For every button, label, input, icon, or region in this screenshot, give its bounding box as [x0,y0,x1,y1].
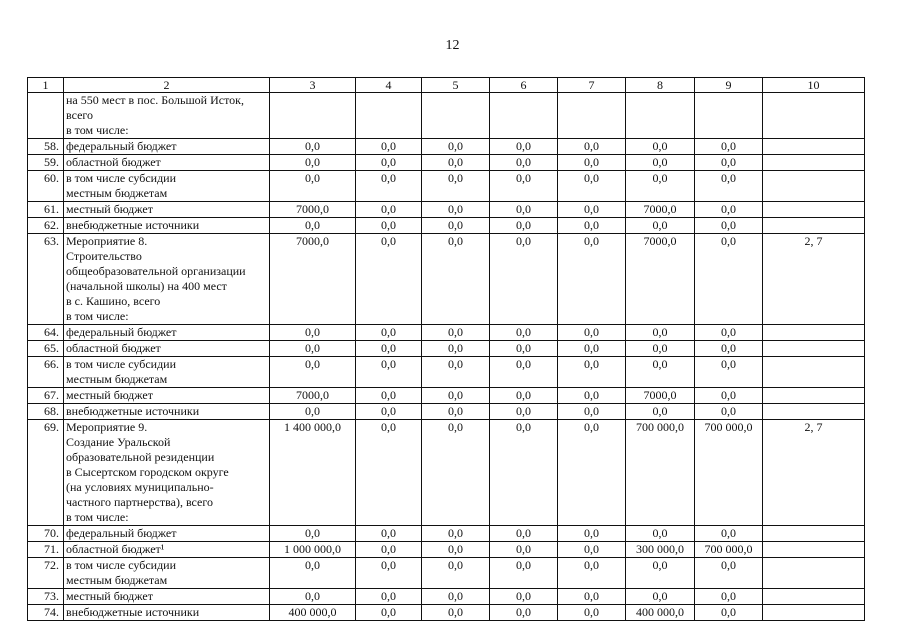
page-number: 12 [445,38,460,53]
value-cell: 0,0 [558,526,626,542]
value-cell: 0,0 [356,605,422,621]
row-description: внебюджетные источники [64,218,270,234]
value-cell: 7000,0 [270,234,356,325]
value-cell: 0,0 [356,202,422,218]
row-description: местный бюджет [64,589,270,605]
value-cell: 0,0 [422,202,490,218]
reference-cell: 2, 7 [763,420,865,526]
value-cell: 0,0 [356,404,422,420]
value-cell: 0,0 [270,526,356,542]
value-cell [558,93,626,139]
row-description: в том числе субсидии местным бюджетам [64,558,270,589]
reference-cell [763,526,865,542]
value-cell: 700 000,0 [695,542,763,558]
reference-cell [763,404,865,420]
reference-cell [763,139,865,155]
value-cell: 0,0 [270,341,356,357]
value-cell: 0,0 [270,558,356,589]
value-cell: 0,0 [356,357,422,388]
table-row [28,218,865,234]
value-cell: 0,0 [422,155,490,171]
value-cell: 0,0 [422,404,490,420]
value-cell: 7000,0 [270,202,356,218]
row-number: 71. [28,542,64,558]
row-description: федеральный бюджет [64,526,270,542]
reference-cell [763,202,865,218]
value-cell [626,93,695,139]
value-cell: 0,0 [558,234,626,325]
value-cell: 0,0 [626,589,695,605]
table-row [28,589,865,605]
value-cell: 0,0 [490,558,558,589]
column-header-4: 4 [356,78,422,93]
value-cell: 0,0 [356,341,422,357]
reference-cell [763,218,865,234]
table-row [28,388,865,404]
value-cell: 0,0 [695,234,763,325]
reference-cell [763,589,865,605]
reference-cell [763,357,865,388]
value-cell: 0,0 [422,589,490,605]
value-cell: 0,0 [422,341,490,357]
column-header-1: 1 [28,78,64,93]
value-cell: 0,0 [356,542,422,558]
value-cell: 0,0 [356,218,422,234]
value-cell: 0,0 [490,420,558,526]
value-cell: 7000,0 [270,388,356,404]
value-cell: 0,0 [695,139,763,155]
value-cell: 0,0 [626,218,695,234]
value-cell: 0,0 [422,558,490,589]
column-header-7: 7 [558,78,626,93]
row-description: областной бюджет [64,155,270,171]
row-number: 67. [28,388,64,404]
row-description: областной бюджет¹ [64,542,270,558]
budget-table [27,77,865,621]
value-cell: 0,0 [356,558,422,589]
value-cell: 0,0 [626,171,695,202]
row-number: 62. [28,218,64,234]
value-cell: 0,0 [558,420,626,526]
value-cell: 0,0 [695,526,763,542]
value-cell: 0,0 [356,139,422,155]
table-row [28,325,865,341]
value-cell: 0,0 [270,155,356,171]
value-cell: 0,0 [490,605,558,621]
value-cell: 0,0 [422,526,490,542]
row-description: местный бюджет [64,388,270,404]
column-header-10: 10 [763,78,865,93]
value-cell: 0,0 [270,589,356,605]
value-cell: 0,0 [626,404,695,420]
row-description: Мероприятие 9. Создание Уральской образовательной резиденции в Сысертском городском округе (на условиях муниципально- частного партнерства), всего в том числе: [64,420,270,526]
value-cell: 0,0 [270,404,356,420]
value-cell: 0,0 [422,388,490,404]
row-description: местный бюджет [64,202,270,218]
value-cell: 0,0 [558,171,626,202]
value-cell: 0,0 [356,526,422,542]
row-description: Мероприятие 8. Строительство общеобразовательной организации (начальной школы) на 400 мест в с. Кашино, всего в том числе: [64,234,270,325]
value-cell: 0,0 [270,325,356,341]
table-row [28,93,865,139]
value-cell: 1 400 000,0 [270,420,356,526]
row-description: федеральный бюджет [64,325,270,341]
value-cell: 0,0 [626,526,695,542]
header-row [28,78,865,93]
row-number: 60. [28,171,64,202]
value-cell: 0,0 [490,202,558,218]
value-cell: 0,0 [490,589,558,605]
reference-cell [763,558,865,589]
value-cell: 0,0 [695,404,763,420]
column-header-8: 8 [626,78,695,93]
reference-cell [763,171,865,202]
value-cell: 0,0 [356,171,422,202]
value-cell: 7000,0 [626,388,695,404]
value-cell [422,93,490,139]
value-cell: 0,0 [558,357,626,388]
value-cell: 700 000,0 [626,420,695,526]
value-cell: 400 000,0 [270,605,356,621]
table-row [28,526,865,542]
column-header-5: 5 [422,78,490,93]
reference-cell [763,325,865,341]
value-cell: 0,0 [626,155,695,171]
row-description: областной бюджет [64,341,270,357]
value-cell: 0,0 [695,341,763,357]
column-header-2: 2 [64,78,270,93]
table-row [28,605,865,621]
value-cell: 0,0 [558,542,626,558]
value-cell: 0,0 [422,420,490,526]
value-cell: 0,0 [558,388,626,404]
row-number: 68. [28,404,64,420]
value-cell: 0,0 [490,357,558,388]
value-cell: 0,0 [626,139,695,155]
value-cell: 7000,0 [626,202,695,218]
table-row [28,155,865,171]
value-cell: 0,0 [422,325,490,341]
value-cell: 300 000,0 [626,542,695,558]
row-description: внебюджетные источники [64,605,270,621]
value-cell: 0,0 [558,202,626,218]
value-cell: 400 000,0 [626,605,695,621]
value-cell: 0,0 [695,605,763,621]
value-cell: 0,0 [558,155,626,171]
row-description: на 550 мест в пос. Большой Исток, всего в том числе: [64,93,270,139]
value-cell: 0,0 [695,388,763,404]
table-row [28,404,865,420]
row-number: 74. [28,605,64,621]
table-row [28,234,865,325]
table-row [28,542,865,558]
value-cell: 0,0 [356,234,422,325]
row-description: в том числе субсидии местным бюджетам [64,357,270,388]
reference-cell [763,388,865,404]
row-number: 65. [28,341,64,357]
table-row [28,139,865,155]
value-cell: 0,0 [490,139,558,155]
value-cell: 0,0 [490,234,558,325]
value-cell: 0,0 [490,155,558,171]
value-cell: 0,0 [422,171,490,202]
value-cell: 0,0 [695,325,763,341]
row-number: 73. [28,589,64,605]
value-cell: 0,0 [490,526,558,542]
value-cell: 0,0 [356,325,422,341]
row-number: 72. [28,558,64,589]
row-number: 70. [28,526,64,542]
row-description: федеральный бюджет [64,139,270,155]
value-cell: 0,0 [695,171,763,202]
value-cell: 0,0 [626,558,695,589]
value-cell: 0,0 [270,139,356,155]
value-cell: 0,0 [558,325,626,341]
value-cell: 0,0 [695,218,763,234]
value-cell: 0,0 [558,341,626,357]
value-cell: 0,0 [558,218,626,234]
table-row [28,202,865,218]
value-cell: 0,0 [558,139,626,155]
value-cell: 0,0 [558,589,626,605]
value-cell: 0,0 [270,357,356,388]
row-number: 66. [28,357,64,388]
value-cell: 0,0 [558,404,626,420]
value-cell: 0,0 [695,589,763,605]
value-cell: 0,0 [490,388,558,404]
value-cell: 0,0 [490,325,558,341]
value-cell: 0,0 [695,202,763,218]
value-cell: 0,0 [422,357,490,388]
table-row [28,558,865,589]
value-cell: 0,0 [490,404,558,420]
value-cell: 0,0 [695,155,763,171]
value-cell: 0,0 [490,218,558,234]
row-description: в том числе субсидии местным бюджетам [64,171,270,202]
row-number: 61. [28,202,64,218]
value-cell: 0,0 [356,155,422,171]
value-cell: 0,0 [490,542,558,558]
value-cell: 0,0 [422,234,490,325]
value-cell [490,93,558,139]
reference-cell [763,542,865,558]
table-row [28,341,865,357]
reference-cell [763,341,865,357]
row-number [28,93,64,139]
value-cell: 0,0 [422,218,490,234]
value-cell: 0,0 [422,605,490,621]
value-cell: 0,0 [626,325,695,341]
value-cell: 0,0 [626,357,695,388]
value-cell: 0,0 [270,218,356,234]
row-description: внебюджетные источники [64,404,270,420]
table-row [28,357,865,388]
value-cell: 1 000 000,0 [270,542,356,558]
value-cell: 0,0 [270,171,356,202]
reference-cell: 2, 7 [763,234,865,325]
row-number: 64. [28,325,64,341]
value-cell: 0,0 [490,171,558,202]
reference-cell [763,93,865,139]
table-row [28,171,865,202]
value-cell [695,93,763,139]
value-cell: 0,0 [490,341,558,357]
value-cell: 7000,0 [626,234,695,325]
value-cell: 0,0 [356,388,422,404]
value-cell: 0,0 [558,605,626,621]
column-header-3: 3 [270,78,356,93]
value-cell: 0,0 [558,558,626,589]
row-number: 59. [28,155,64,171]
column-header-9: 9 [695,78,763,93]
value-cell: 0,0 [356,589,422,605]
reference-cell [763,605,865,621]
row-number: 58. [28,139,64,155]
reference-cell [763,155,865,171]
column-header-6: 6 [490,78,558,93]
value-cell: 0,0 [422,542,490,558]
value-cell: 0,0 [356,420,422,526]
value-cell: 700 000,0 [695,420,763,526]
value-cell: 0,0 [695,357,763,388]
value-cell: 0,0 [626,341,695,357]
value-cell [270,93,356,139]
value-cell: 0,0 [422,139,490,155]
table-row [28,420,865,526]
value-cell [356,93,422,139]
value-cell: 0,0 [695,558,763,589]
row-number: 69. [28,420,64,526]
row-number: 63. [28,234,64,325]
